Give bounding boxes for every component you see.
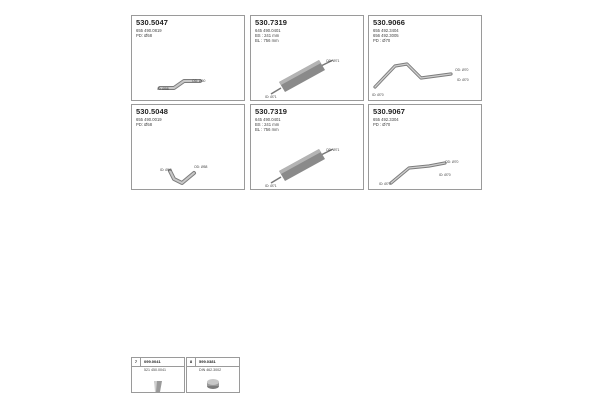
bracket-icon	[132, 358, 186, 394]
accessory-card	[186, 357, 240, 393]
part-spec: BS : 241 mm	[255, 33, 280, 38]
part-number: 530.9067	[373, 107, 406, 116]
pipe-label: ID: Ø58	[157, 87, 169, 91]
tail-pipe-drawing	[369, 105, 483, 191]
part-spec: PD: Ø58	[136, 33, 153, 38]
part-code: 645 490.0401	[255, 117, 281, 122]
tail-pipe-drawing	[369, 16, 483, 102]
part-spec: PD: Ø58	[136, 122, 153, 127]
pipe-label: ID: Ø70	[372, 93, 384, 97]
part-code: 655 490.0019	[136, 117, 162, 122]
part-code: 656 492.3005	[373, 33, 399, 38]
pipe-label: ID: Ø70	[457, 78, 469, 82]
elbow-pipe-drawing	[132, 105, 246, 191]
part-card	[250, 15, 364, 101]
part-spec: BL : 756 mm	[255, 38, 279, 43]
part-number: 530.5048	[136, 107, 169, 116]
part-spec: PD : Ø70	[373, 38, 391, 43]
part-card	[250, 104, 364, 190]
pipe-label: ID: Ø70	[439, 173, 451, 177]
muffler-drawing	[251, 16, 365, 102]
pipe-label: OD: Ø70	[445, 160, 459, 164]
part-code: 655 492.3404	[373, 28, 399, 33]
clamp-icon	[187, 358, 241, 394]
pipe-label: ID: Ø71	[265, 95, 277, 99]
part-number: 530.9066	[373, 18, 406, 27]
part-card	[131, 104, 245, 190]
accessory-number: 599.0381	[199, 359, 216, 364]
part-card	[368, 15, 482, 101]
accessory-card	[131, 357, 185, 393]
part-code: 655 490.0819	[136, 28, 162, 33]
accessory-index: 8	[187, 358, 196, 366]
pipe-label: ID: Ø60	[160, 168, 172, 172]
accessory-index: 7	[132, 358, 141, 366]
muffler-drawing	[251, 105, 365, 191]
pipe-label: OD: Ø71	[326, 148, 340, 152]
part-number: 530.5047	[136, 18, 169, 27]
part-card	[131, 15, 245, 101]
accessory-code: DIN 462.3002	[199, 368, 222, 372]
part-code: 645 490.0401	[255, 28, 281, 33]
part-number: 530.7319	[255, 18, 288, 27]
part-spec: BL : 756 mm	[255, 127, 279, 132]
pipe-label: OD: Ø58	[194, 165, 208, 169]
part-spec: BS : 241 mm	[255, 122, 280, 127]
pipe-label: ID: Ø71	[265, 184, 277, 188]
pipe-label: OD: Ø70	[455, 68, 469, 72]
part-spec: PD : Ø70	[373, 122, 391, 127]
pipe-label: OD: Ø71	[326, 59, 340, 63]
elbow-pipe-drawing	[132, 16, 246, 102]
part-number: 530.7319	[255, 107, 288, 116]
pipe-label: OD: Ø60	[192, 79, 206, 83]
accessory-number: 099.0041	[144, 359, 161, 364]
pipe-label: ID: Ø70	[379, 182, 391, 186]
part-code: 655 492.3304	[373, 117, 399, 122]
part-card	[368, 104, 482, 190]
accessory-code: 521 450.0041	[144, 368, 166, 372]
